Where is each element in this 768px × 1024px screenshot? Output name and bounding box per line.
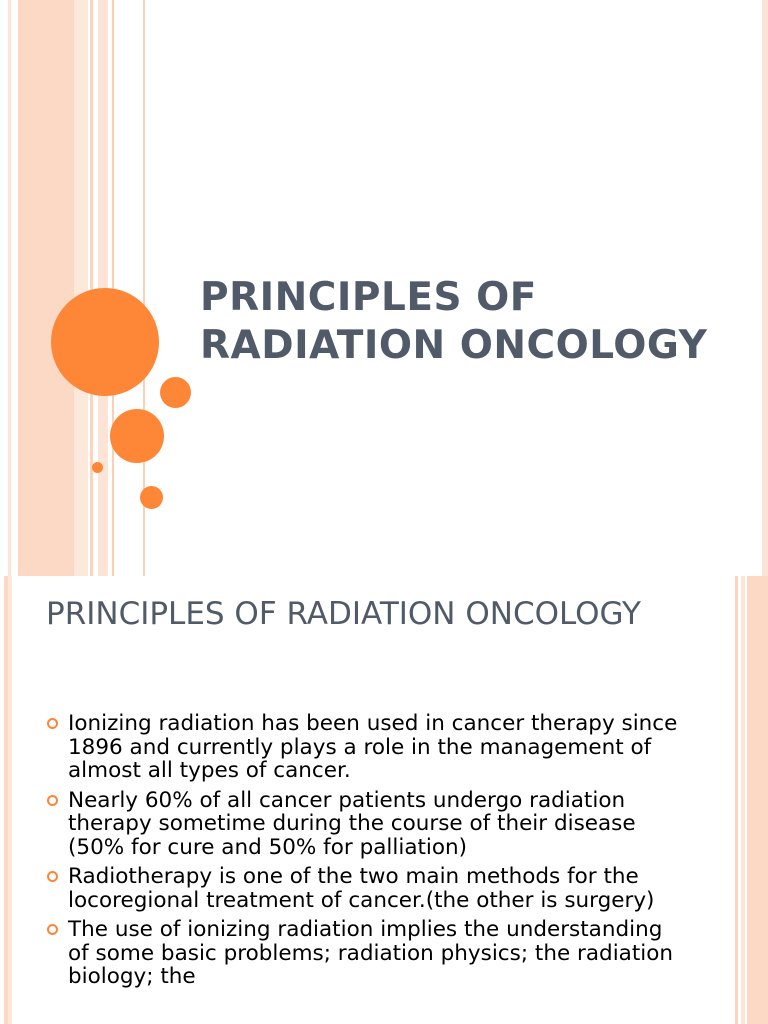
small-circle-decoration	[160, 377, 191, 408]
bullet-circle-icon	[47, 871, 58, 882]
decorative-stripe	[18, 0, 74, 576]
tiny-circle-decoration	[92, 462, 103, 473]
decorative-stripe	[735, 576, 738, 1024]
decorative-stripe	[747, 576, 768, 1024]
large-circle-decoration	[51, 288, 159, 396]
bullet-circle-icon	[47, 718, 58, 729]
bullet-item	[46, 789, 686, 860]
small-circle-decoration	[140, 486, 163, 509]
bullet-text: Radiotherapy is one of the two main methods for the locoregional treatment of cancer.(the other is surgery)	[68, 864, 655, 913]
content-slide	[0, 576, 768, 1024]
bullet-circle-icon	[47, 795, 58, 806]
bullet-item	[46, 865, 686, 912]
bullet-circle-icon	[47, 924, 58, 935]
bullet-list	[46, 712, 686, 995]
decorative-stripe	[762, 0, 768, 576]
decorative-stripe	[8, 576, 12, 1024]
slide-title: PRINCIPLES OF RADIATION ONCOLOGY	[200, 275, 708, 368]
bullet-item	[46, 712, 686, 783]
bullet-text: The use of ionizing radiation implies the understanding of some basic problems; radiation physics; the radiation biology; the	[68, 917, 674, 989]
medium-circle-decoration	[110, 409, 164, 463]
slide-heading: PRINCIPLES OF RADIATION ONCOLOGY	[46, 596, 641, 632]
bullet-text: Ionizing radiation has been used in cancer therapy since 1896 and currently plays a role in the management of almost all types of cancer.	[68, 711, 678, 783]
decorative-stripe	[90, 0, 93, 576]
decorative-stripe	[741, 576, 745, 1024]
decorative-stripe	[74, 0, 88, 576]
bullet-text: Nearly 60% of all cancer patients undergo radiation therapy sometime during the course of their disease (50% for cure and 50% for palliation)	[68, 787, 636, 860]
decorative-stripe	[8, 0, 11, 576]
bullet-item	[46, 918, 686, 989]
